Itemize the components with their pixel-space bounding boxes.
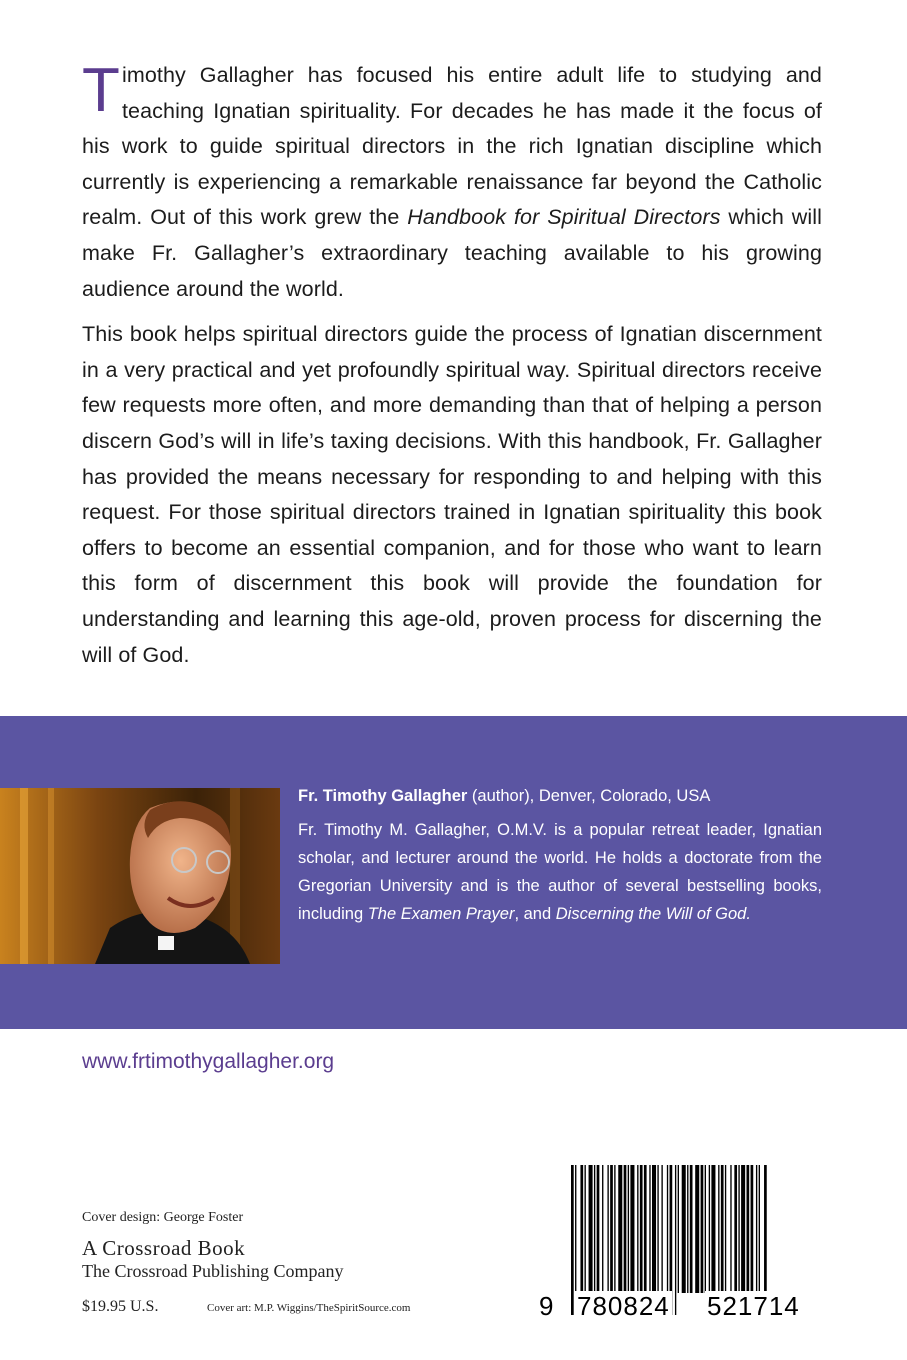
publisher-name: A Crossroad Book: [82, 1236, 246, 1260]
blurb-text-1a: imothy Gallagher has focused his entire adult life to studying and teaching Ignatian spirituality. For decades he has made it the focus of his work to guide spiritual directors in the rich Ignatian discipline which currently is experiencing a remarkable renaissance far beyond the Catholic realm. Out of this work grew the: [82, 63, 822, 230]
book-title-italic: Handbook for Spiritual Directors: [407, 205, 721, 230]
isbn-prefix-digit: 9: [539, 1291, 554, 1321]
barcode-bar: [589, 1165, 593, 1293]
barcode-bar: [682, 1165, 686, 1293]
barcode-bar: [571, 1165, 574, 1315]
cover-art-credit: Cover art: M.P. Wiggins/TheSpiritSource.com: [207, 1302, 411, 1314]
barcode-bar: [705, 1165, 706, 1293]
website-link[interactable]: www.frtimothygallagher.org: [82, 1050, 335, 1073]
barcode-bar: [741, 1165, 745, 1293]
author-heading: [298, 782, 822, 810]
barcode-bar: [747, 1165, 750, 1293]
barcode-bar: [678, 1165, 679, 1293]
bio-text-a: Fr. Timothy M. Gallagher, O.M.V. is a popular retreat leader, Ignatian scholar, and lecturer around the world. He holds a doctorate from the Gregorian University and is the author of several bestselling books, including: [298, 821, 822, 923]
barcode-bar: [607, 1165, 608, 1293]
barcode-bar: [640, 1165, 643, 1293]
barcode-bar: [734, 1165, 737, 1293]
barcode-bar: [718, 1165, 719, 1293]
blurb-paragraph-2: This book helps spiritual directors guide the process of Ignatian discernment in a very practical and yet profoundly spiritual way. Spiritual directors receive few requests more often, and more demanding than that of helping a person discern God’s will in life’s taxing decisions. With this handbook, Fr. Gallagher has provided the means necessary for responding to and helping with this request. For those spiritual directors trained in Ignatian spirituality this book offers to become an essential companion, and for those who want to learn this form of discernment this book will provide the foundation for understanding and learning this age-old, proven process for discerning the will of God.: [82, 322, 822, 667]
cover-design-credit: Cover design: George Foster: [82, 1210, 244, 1225]
barcode-bar: [649, 1165, 650, 1293]
author-location: (author), Denver, Colorado, USA: [467, 787, 711, 805]
barcode-bar: [594, 1165, 595, 1293]
barcode-bar: [614, 1165, 615, 1293]
barcode-bar: [759, 1165, 760, 1293]
author-photo: [0, 788, 280, 964]
book-title-examen: The Examen Prayer: [367, 905, 515, 923]
publisher-company: The Crossroad Publishing Company: [82, 1261, 344, 1281]
bio-text-b: , and: [514, 905, 556, 923]
book-title-discerning: Discerning the Will of God.: [555, 905, 751, 923]
barcode-bar: [585, 1165, 586, 1293]
barcode-bar: [644, 1165, 647, 1293]
barcode-bar: [687, 1165, 688, 1293]
barcode-bar: [630, 1165, 634, 1293]
barcode-bar: [661, 1165, 662, 1293]
barcode-bar: [597, 1165, 600, 1293]
author-description: [298, 816, 822, 928]
blurb-text-1b: which will make Fr. Gallagher’s extraordinary teaching available to his growing audience around the world.: [82, 205, 823, 301]
author-bio: [298, 782, 822, 934]
barcode-bar: [580, 1165, 583, 1293]
barcode-bar: [675, 1165, 676, 1315]
barcode-bar: [738, 1165, 739, 1293]
barcode-bar: [751, 1165, 754, 1293]
barcode-bar: [637, 1165, 638, 1293]
author-name: Fr. Timothy Gallagher: [298, 787, 468, 805]
price-row: [82, 1298, 410, 1316]
barcode-bar: [628, 1165, 629, 1293]
barcode-bar: [695, 1165, 699, 1293]
barcode-bar: [652, 1165, 656, 1293]
barcode-bar: [730, 1165, 731, 1293]
barcode-bar: [690, 1165, 693, 1293]
barcode-bar: [624, 1165, 627, 1293]
barcode-bar: [756, 1165, 757, 1293]
barcode-bar: [701, 1165, 704, 1293]
price: $19.95 U.S.: [82, 1298, 159, 1315]
barcode-bar: [709, 1165, 710, 1293]
drop-cap: T: [82, 56, 120, 125]
barcode-bar: [721, 1165, 724, 1293]
barcode-bar: [657, 1165, 658, 1293]
barcode-bar: [610, 1165, 613, 1293]
isbn-group-1: 780824: [577, 1291, 670, 1321]
barcode-bar: [602, 1165, 603, 1293]
barcode-bar: [618, 1165, 622, 1293]
barcode-bar: [711, 1165, 715, 1293]
barcode-bar: [667, 1165, 668, 1293]
back-cover-blurb: [82, 58, 822, 683]
barcode-bar: [725, 1165, 726, 1293]
blurb-paragraph-1: [82, 58, 822, 307]
credits: [82, 1210, 410, 1316]
isbn-group-2: 521714: [707, 1291, 800, 1321]
